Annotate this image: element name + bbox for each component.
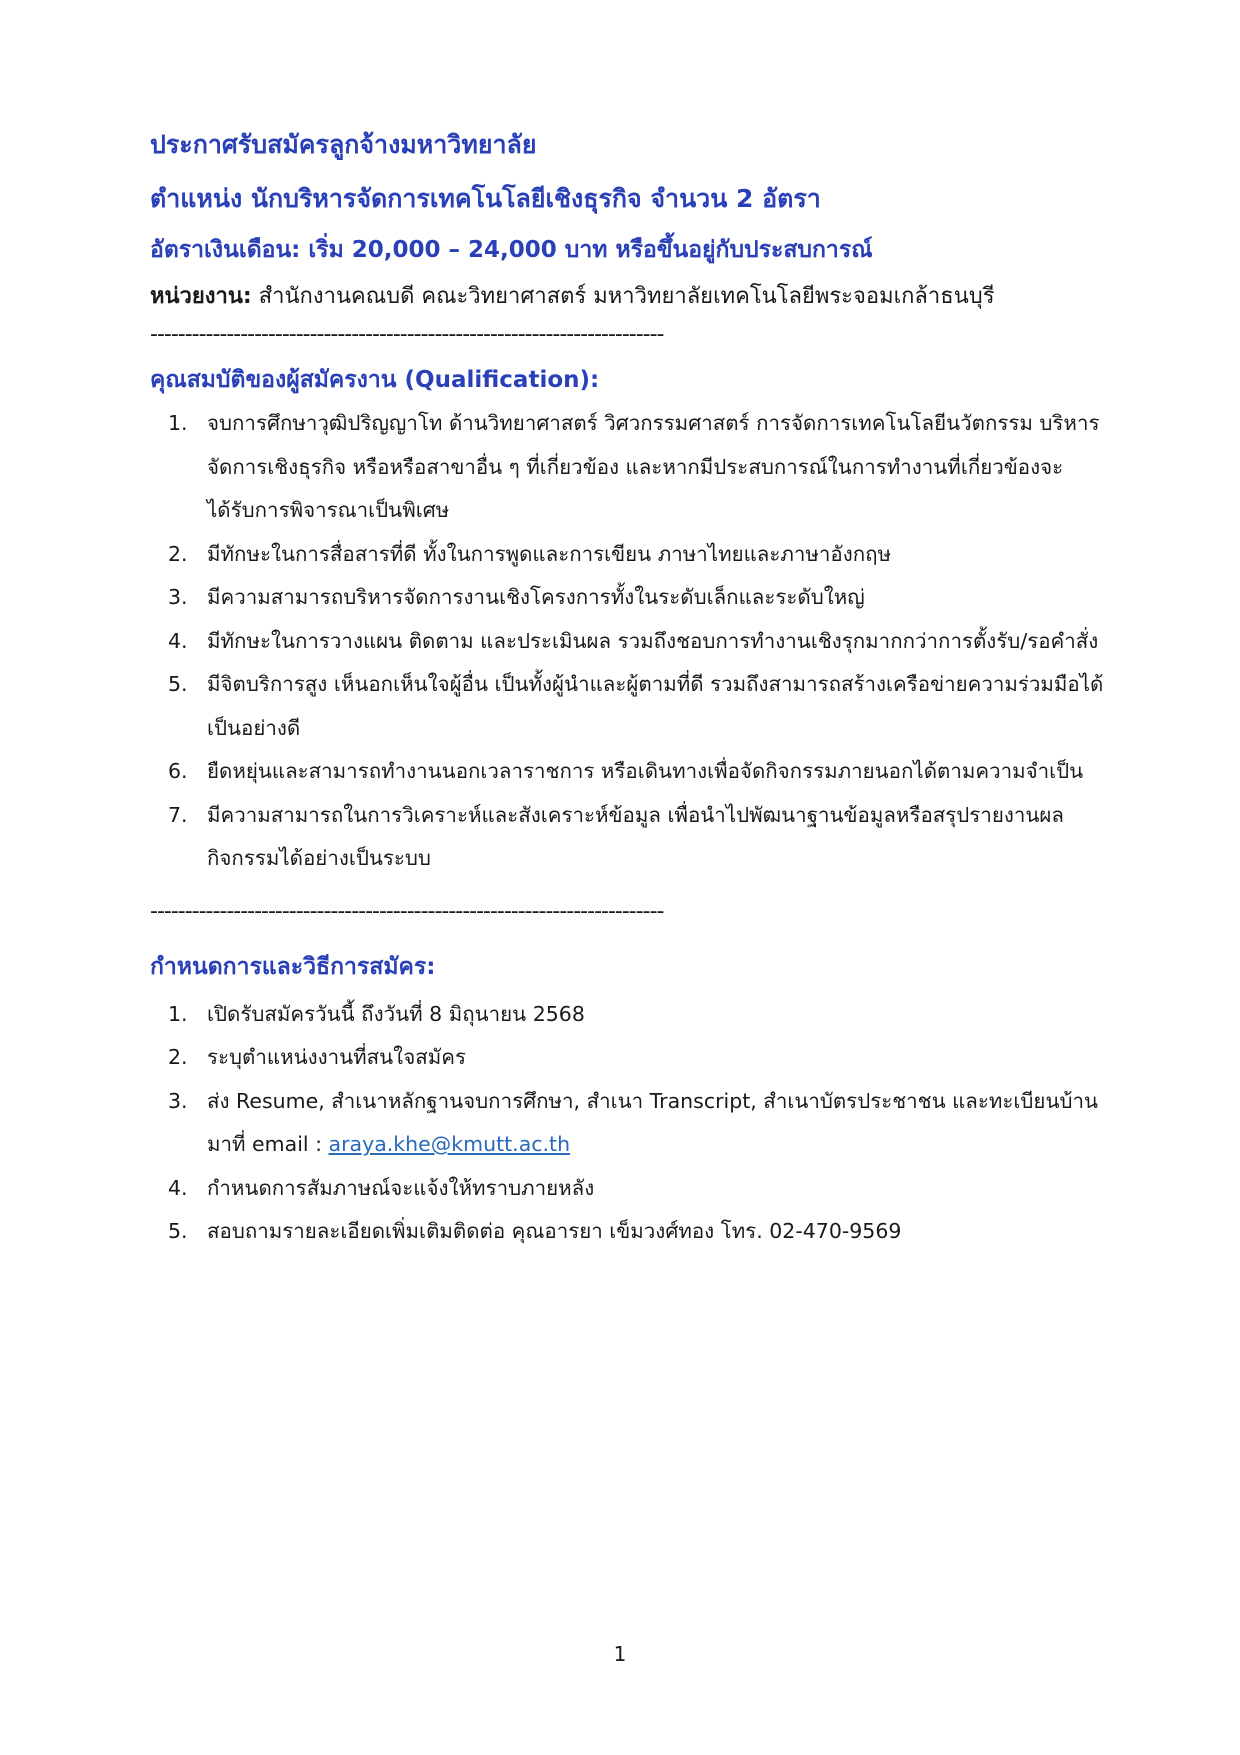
announcement-title: ประกาศรับสมัครลูกจ้างมหาวิทยาลัย — [150, 130, 537, 159]
application-list — [150, 993, 1110, 1254]
list-item — [150, 663, 1110, 750]
list-item — [150, 576, 1110, 620]
salary-line: อัตราเงินเดือน: เริ่ม 20,000 – 24,000 บาท หรือขึ้นอยู่กับประสบการณ์ — [150, 237, 873, 263]
list-text: ยืดหยุ่นและสามารถทำงานนอกเวลาราชการ หรือเดินทางเพื่อจัดกิจกรรมภายนอกได้ตามความจำเป็น — [207, 759, 1084, 783]
list-item — [150, 750, 1110, 794]
unit-line — [150, 274, 1110, 320]
list-number: 3. — [168, 1088, 188, 1113]
list-text: ได้รับการพิจารณาเป็นพิเศษ — [207, 498, 450, 522]
list-item — [150, 402, 1110, 533]
document-content — [150, 118, 1110, 1254]
list-text: จัดการเชิงธุรกิจ หรือหรือสาขาอื่น ๆ ที่เกี่ยวข้อง และหากมีประสบการณ์ในการทำงานที่เกี่ยวข้องจะ — [207, 454, 1064, 479]
list-text: มีความสามารถในการวิเคราะห์และสังเคราะห์ข้อมูล เพื่อนำไปพัฒนาฐานข้อมูลหรือสรุปรายงานผล — [207, 802, 1064, 827]
list-number: 5. — [168, 1219, 188, 1243]
list-item — [150, 794, 1110, 881]
list-text: จบการศึกษาวุฒิปริญญาโท ด้านวิทยาศาสตร์ วิศวกรรมศาสตร์ การจัดการเทคโนโลยีนวัตกรรม บริหาร — [207, 411, 1100, 435]
list-number: 2. — [168, 1045, 188, 1069]
list-text: มีทักษะในการวางแผน ติดตาม และประเมินผล รวมถึงชอบการทำงานเชิงรุกมากกว่าการตั้งรับ/รอคำสั่ง — [207, 628, 1099, 653]
list-number: 3. — [168, 585, 188, 609]
list-text: เปิดรับสมัครวันนี้ ถึงวันที่ 8 มิถุนายน 2568 — [207, 1001, 585, 1026]
list-item — [150, 1036, 1110, 1080]
list-item — [150, 1167, 1110, 1211]
divider-2: -------------------------------------------------------------------------- — [150, 898, 664, 924]
list-text: มีจิตบริการสูง เห็นอกเห็นใจผู้อื่น เป็นทั้งผู้นำและผู้ตามที่ดี รวมถึงสามารถสร้างเครือข่ายความร่วมมือได้ — [207, 672, 1104, 696]
list-number: 7. — [168, 802, 188, 827]
list-number: 1. — [168, 1001, 188, 1026]
list-item — [150, 1210, 1110, 1254]
list-text: มาที่ email : — [207, 1132, 329, 1156]
divider-1: -------------------------------------------------------------------------- — [150, 322, 664, 347]
unit-label: หน่วยงาน: — [150, 284, 252, 309]
application-heading: กำหนดการและวิธีการสมัคร: — [150, 953, 436, 980]
list-number: 1. — [168, 411, 188, 435]
qualification-list — [150, 402, 1110, 881]
email-link[interactable]: araya.khe@kmutt.ac.th — [328, 1132, 571, 1156]
list-text: มีความสามารถบริหารจัดการงานเชิงโครงการทั้งในระดับเล็กและระดับใหญ่ — [207, 585, 865, 609]
list-text: สอบถามรายละเอียดเพิ่มเติมติดต่อ คุณอารยา เข็มวงศ์ทอง โทร. 02-470-9569 — [207, 1219, 902, 1243]
list-number: 4. — [168, 1175, 188, 1200]
list-text: เป็นอย่างดี — [207, 715, 301, 740]
list-text: กิจกรรมได้อย่างเป็นระบบ — [207, 846, 431, 870]
qualification-heading: คุณสมบัติของผู้สมัครงาน (Qualification): — [150, 367, 600, 393]
list-item — [150, 993, 1110, 1037]
list-number: 4. — [168, 628, 188, 653]
list-item — [150, 1080, 1110, 1167]
list-number: 6. — [168, 759, 188, 783]
page-number: 1 — [613, 1642, 627, 1666]
list-number: 5. — [168, 672, 188, 696]
list-text: ส่ง Resume, สำเนาหลักฐานจบการศึกษา, สำเนา Transcript, สำเนาบัตรประชาชน และทะเบียนบ้าน — [207, 1088, 1098, 1113]
list-text: ระบุตำแหน่งงานที่สนใจสมัคร — [207, 1045, 466, 1069]
list-text: มีทักษะในการสื่อสารที่ดี ทั้งในการพูดและการเขียน ภาษาไทยและภาษาอังกฤษ — [207, 541, 892, 566]
position-title: ตำแหน่ง นักบริหารจัดการเทคโนโลยีเชิงธุรกิจ จำนวน 2 อัตรา — [150, 184, 821, 213]
list-text: กำหนดการสัมภาษณ์จะแจ้งให้ทราบภายหลัง — [207, 1175, 595, 1200]
unit-value: สำนักงานคณบดี คณะวิทยาศาสตร์ มหาวิทยาลัยเทคโนโลยีพระจอมเกล้าธนบุรี — [251, 284, 995, 309]
list-number: 2. — [168, 541, 188, 566]
list-item — [150, 533, 1110, 577]
list-item — [150, 620, 1110, 664]
